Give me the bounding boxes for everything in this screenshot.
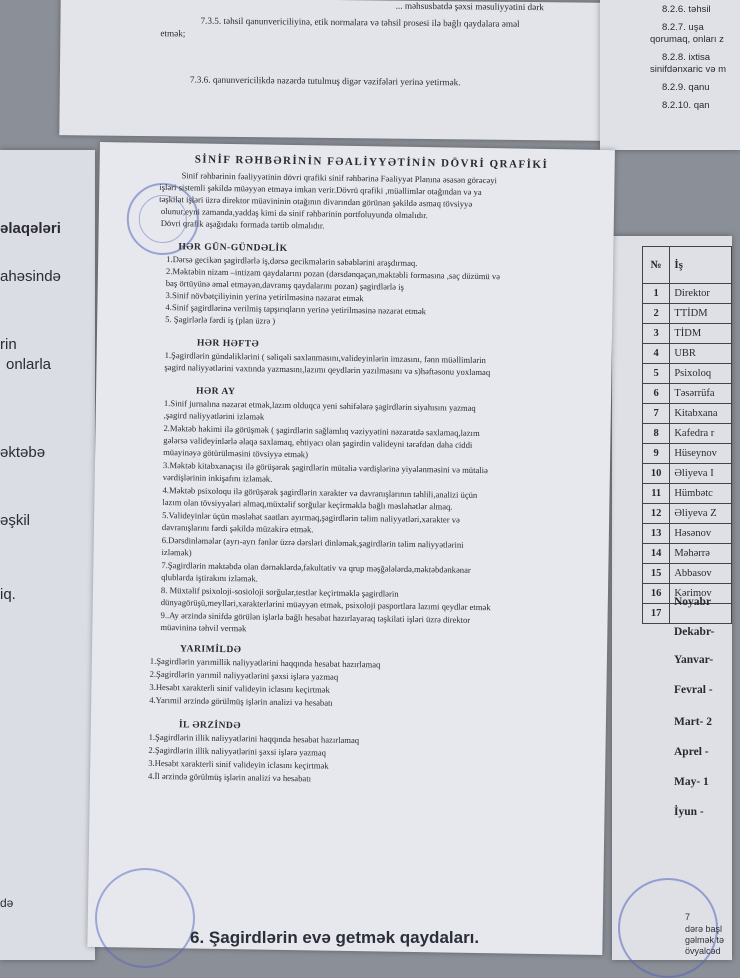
left-line-5: əşkil: [0, 512, 31, 529]
row-name: Əliyeva Z: [670, 504, 732, 524]
right-page: [612, 236, 732, 960]
monthly-item: 6.Dərsdinləmələr (ayrı-ayrı fənlər üzrə dərsləri dinləmək,şagirdlərin təlim naliyyətlərini: [161, 535, 464, 550]
monthly-item: qlublarda iştirakını izləmək.: [161, 572, 258, 584]
table-header-row: [643, 247, 732, 284]
section-heading-monthly: HƏR AY: [196, 385, 236, 398]
left-line-4: əktəbə: [0, 444, 46, 461]
row-name: Məhərrə: [670, 544, 732, 564]
row-num: 16: [643, 584, 670, 604]
monthly-item: müayinəyə götürülməsini tövsiyyə etmək): [163, 447, 309, 460]
row-num: 9: [643, 444, 670, 464]
tr-line-6: 8.2.10. qan: [662, 100, 710, 111]
daily-item: baş örtüyünə əməl etməyən,davranış qaydalarını pozan) şagirdlərlə iş: [165, 278, 404, 292]
table-row: [643, 544, 732, 564]
bottom-left-stamp-icon: [95, 868, 195, 968]
monthly-item: lazım olan tövsiyyələri almaq,müxtəlif sorğular keçirməklə bağlı məsləhətlər almaq.: [162, 497, 453, 512]
semester-item: 4.Yarımil ərzində görülmüş işlərin analizi və hesabatı: [149, 694, 333, 708]
tr-line-3: 8.2.8. ixtisa: [662, 52, 711, 63]
month-item: May- 1: [674, 776, 709, 788]
month-item: Noyabr: [674, 596, 712, 608]
row-name: UBR: [670, 344, 732, 364]
row-num: 13: [643, 524, 670, 544]
table-header-num: №: [643, 247, 670, 284]
left-line-1: ahəsində: [0, 268, 61, 285]
row-num: 4: [643, 344, 670, 364]
table-row: [643, 284, 732, 304]
monthly-item: vərdişlərinin inkişafını izləmək.: [162, 472, 273, 484]
monthly-item: 5.Valideyinlər üçün məsləhət saatları ayırmaq,şagirdlərin təlim naliyyətləri,xarakter və: [162, 510, 461, 525]
month-item: İyun -: [674, 806, 704, 818]
semester-item: 2.Şagirdlərin yarımil naliyyətlərini şəxsi işlərə yazmaq: [149, 668, 339, 682]
monthly-item: 1.Sinif jurnalına nəzarət etmək,lazım olduqca yeni səhifələrə şagirdlərin siyahısını yazmaq: [163, 398, 476, 413]
daily-item: 1.Dərsə gecikən şagirdlərlə iş,dərsə gecikmələrin səbəblərini araşdırmaq.: [166, 254, 418, 268]
left-page: [0, 150, 95, 960]
left-line-2: rin: [0, 336, 17, 353]
table-row: [643, 324, 732, 344]
intro-line: təşkilat işləri üzrə direktor müavininin otağının divarından görünən şəkildə asmaq tövsiyyə: [159, 193, 473, 209]
top-line-1: 7.3.5. təhsil qanunvericiliyinə, etik normalara və təhsil prosesi ilə bağlı qaydalara əməl: [200, 15, 520, 29]
month-item: Fevral -: [674, 684, 713, 696]
yearly-item: 3.Hesabt xarakterli sinif valideyin iclasını keçirtmək: [148, 757, 329, 771]
row-name: Hüseynov: [670, 444, 732, 464]
bottom-section-heading: 6. Şagirdlərin evə getmək qaydaları.: [190, 928, 480, 947]
main-page: [87, 142, 615, 955]
tr-line-2: qorumaq, onları z: [650, 34, 724, 45]
table-row: [643, 384, 732, 404]
row-num: 12: [643, 504, 670, 524]
daily-item: 4.Sinif şagirdlərinə verilmiş tapşırıqların yerinə yetirilməsinə nəzarət etmək: [165, 302, 427, 317]
table-row: [643, 364, 732, 384]
tr-line-4: sinifdənxaric və m: [650, 64, 727, 75]
br-text-line: övyalcəd: [685, 946, 721, 956]
row-num: 6: [643, 384, 670, 404]
table-row: [643, 484, 732, 504]
row-num: 1: [643, 284, 670, 304]
row-num: 10: [643, 464, 670, 484]
row-num: 8: [643, 424, 670, 444]
daily-item: 5. Şagirlərlə fərdi iş (plan üzrə ): [165, 314, 276, 326]
row-name: Əliyeva I: [670, 464, 732, 484]
yearly-item: 4.İl ərzində görülmüş işlərin analizi və hesabatı: [147, 770, 312, 784]
monthly-item: 4.Məktəb psixoloqu ilə görüşərək şagirdlərin xarakter və davranışlarının təhlili,analizi üçün: [162, 485, 478, 500]
section-heading-weekly: HƏR HƏFTƏ: [196, 337, 260, 350]
month-item: Yanvar-: [674, 654, 714, 666]
table-row: [643, 424, 732, 444]
staff-table: [642, 246, 732, 624]
month-item: Mart- 2: [674, 716, 712, 728]
row-name: Psixoloq: [670, 364, 732, 384]
row-num: 15: [643, 564, 670, 584]
table-row: [643, 464, 732, 484]
daily-item: 3.Sinif növbətçiliyinin yerinə yetirilməsinə nəzarət etmək: [165, 290, 364, 304]
row-name: Həsənov: [670, 524, 732, 544]
left-line-7: də: [0, 896, 14, 910]
monthly-item: 9..Ay ərzində sinifdə görülən işlərlə bağlı hesabat hazırlayaraq təşkilati işləri üzrə direktor: [160, 610, 471, 625]
row-name: Hümbətc: [670, 484, 732, 504]
table-row: [643, 524, 732, 544]
top-right-page: [600, 0, 740, 150]
table-row: [643, 504, 732, 524]
row-name: Kafedra r: [670, 424, 732, 444]
monthly-item: ,şagird naliyyətlərini izləmək: [163, 410, 265, 422]
weekly-item: 1.Şagirdlərin gündəliklərini ( səliqəli saxlanmasını,valideyinlərin imzasını, fənn müəllimlərin: [164, 350, 486, 366]
row-name: TİDM: [670, 324, 732, 344]
row-num: 2: [643, 304, 670, 324]
row-name: Abbasov: [670, 564, 732, 584]
left-line-6: iq.: [0, 586, 16, 603]
intro-line: olunur,eyni zamanda,yaddaş kimi də sinif rəhbərinin portfoluyunda olmalıdır.: [160, 205, 428, 221]
row-num: 3: [643, 324, 670, 344]
row-name: Kərimov: [670, 584, 732, 604]
section-heading-daily: HƏR GÜN-GÜNDƏLİK: [178, 241, 288, 254]
table-row: [643, 344, 732, 364]
br-text-line: 7: [685, 912, 691, 922]
monthly-item: 8. Müxtəlif psixoloji-sosioloji sorğular,testlər keçirtməklə şagirdlərin: [160, 585, 399, 599]
left-line-3: onlarla: [6, 356, 52, 373]
top-line-3: 7.3.6. qanunvericilikdə nəzərdə tutulmuş digər vəzifələri yerinə yetirmək.: [189, 74, 461, 88]
monthly-item: izləmək): [161, 547, 192, 558]
section-heading-semester: YARIMİLDƏ: [179, 643, 242, 656]
intro-line: Sinif rəhbərinin fəaliyyətinin dövri qrafiki sinif rəhbərinə Fəaliyyət Planına əsasən görəcəyi: [181, 170, 498, 186]
semester-item: 1.Şagirdlərin yarımillik naliyyətlərini haqqında hesabat hazırlamaq: [149, 655, 381, 670]
semester-item: 3.Hesabt xarakterli sinif valideyin iclasını keçirtmək: [149, 681, 330, 695]
br-text-line: gəlmək tə: [685, 935, 725, 945]
page-title: SİNİF RƏHBƏRİNİN FƏALİYYƏTİNİN DÖVRİ QRAFİKİ: [194, 153, 549, 172]
br-text-line: dərə başl: [685, 924, 723, 934]
row-num: 5: [643, 364, 670, 384]
tr-line-1: 8.2.7. uşa: [662, 22, 704, 33]
yearly-item: 2.Şagirdlərin illik naliyyətlərini şəxsi işlərə yazmaq: [148, 744, 327, 758]
section-heading-yearly: İL ƏRZİNDƏ: [178, 719, 242, 732]
daily-item: 2.Məktəbin nizam –intizam qaydalarını pozan (dərsdənqaçan,məktəbli formasına ,saç düzümü və: [165, 266, 501, 282]
table-row: [643, 304, 732, 324]
row-name: Təsərrüfa: [670, 384, 732, 404]
weekly-item: şagird naliyyətlərini vaxtında yazmasını,lazımı qeydlərin yazılmasını və s)həftəsonu yoxlamaq: [164, 362, 491, 378]
monthly-item: 7.Şagirdlərin məktəbdə olan dərnəklərdə,fakultativ və qrup məşğələlərdə,məktəbdənkənar: [161, 560, 471, 575]
tr-line-5: 8.2.9. qanu: [662, 82, 710, 93]
top-line-2: etmək;: [160, 28, 186, 39]
row-name: TTİDM: [670, 304, 732, 324]
yearly-item: 1.Şagirdlərin illik naliyyətlərini haqqında hesabat hazırlamaq: [148, 731, 360, 746]
monthly-item: gələrsə valideyinlərlə əlaqə saxlamaq, ehtiyacı olan şagirdin valideyni tərəfdən daha ciddi: [163, 435, 473, 450]
monthly-item: 3.Məktəb kitabxanaçısı ilə görüşərək şagirdlərin mütaliə vərdişlərinə yiyələnməsini və mütaliə: [162, 460, 489, 476]
row-name: Direktor: [670, 284, 732, 304]
row-num: 11: [643, 484, 670, 504]
month-item: Dekabr-: [674, 626, 715, 638]
table-header-name: İş: [670, 247, 732, 284]
table-row: [643, 564, 732, 584]
monthly-item: davranışlarını fərdi şəkildə müzakirə etmək.: [161, 522, 314, 535]
top-line-0: ... məhsusbatdə şəxsi məsuliyyətini dərk: [395, 0, 544, 13]
table-row: [643, 404, 732, 424]
row-name: Kitabxana: [670, 404, 732, 424]
top-page: [59, 0, 610, 141]
row-num: 14: [643, 544, 670, 564]
monthly-item: 2.Məktəb həkimi ilə görüşmək ( şagirdlərin sağlamlıq vəziyyətini nəzarətdə saxlamaq,lazım: [163, 423, 480, 438]
intro-line: işləri sistemli şəkildə müəyyən etməyə imkan verir.Dövrü qrafiki ,müəllimlər otağından və ya: [159, 181, 482, 198]
tr-line-0: 8.2.6. təhsil: [662, 4, 711, 15]
left-line-0: əlaqələri: [0, 220, 61, 237]
month-item: Aprel -: [674, 746, 709, 758]
intro-line: Dövri qrafik aşağıdakı formada tərtib olmalıdır.: [160, 217, 325, 231]
row-num: 17: [643, 604, 670, 624]
monthly-item: müavininə təhvil vermək: [160, 622, 247, 634]
row-num: 7: [643, 404, 670, 424]
table-row: [643, 444, 732, 464]
monthly-item: dünyagörüşü,meylləri,xarakterlərini müəyyən etmək, psixoloji pasportlara lazımi qeydlər etmək: [160, 597, 491, 613]
